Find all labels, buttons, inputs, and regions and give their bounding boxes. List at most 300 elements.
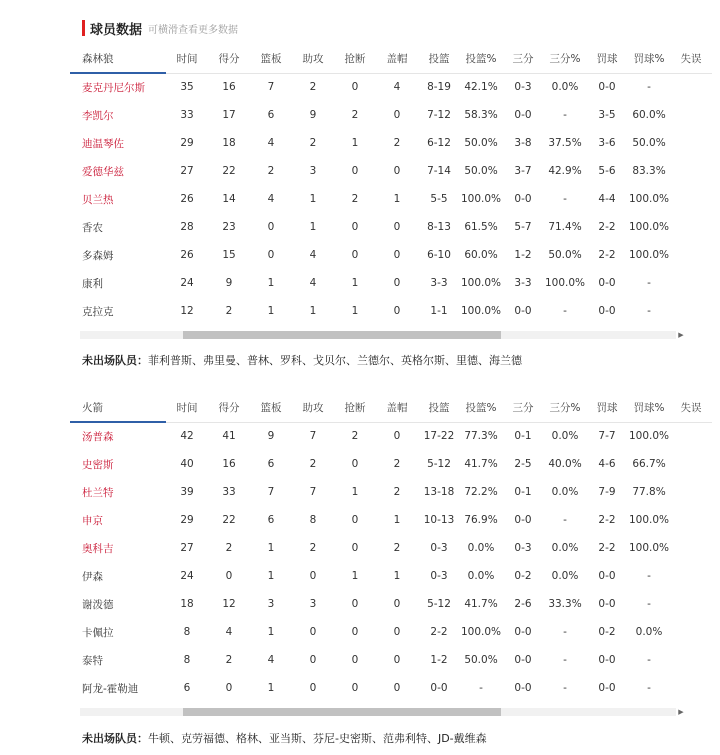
player-row [70, 534, 712, 562]
stat-rebounds: 4 [267, 654, 275, 666]
stat-assists: 1 [309, 221, 317, 233]
stat-points: 22 [222, 165, 236, 177]
stat-turnovers [670, 590, 712, 618]
stat-turnovers [670, 241, 712, 269]
stat-turnovers [670, 185, 712, 213]
column-header-fg[interactable]: 投篮 [418, 44, 460, 73]
stat-turnovers [670, 618, 712, 646]
stats-table-scroll-area[interactable] [70, 393, 702, 702]
player-name: 香农 [82, 221, 103, 234]
column-header-assists[interactable]: 助攻 [292, 393, 334, 422]
table-header-row [70, 393, 712, 422]
stat-blocks: 0 [393, 654, 401, 666]
scrollbar-thumb[interactable] [183, 331, 501, 339]
stat-assists: 2 [309, 542, 317, 554]
stat-fg: 1-1 [430, 305, 448, 317]
stat-fg-pct: 41.7% [464, 458, 498, 470]
player-row [70, 73, 712, 101]
column-header-rebounds[interactable]: 篮板 [250, 44, 292, 73]
team-stats-block-rockets [70, 393, 702, 719]
player-row [70, 478, 712, 506]
stat-steals: 1 [351, 277, 359, 289]
stat-rebounds: 0 [267, 221, 275, 233]
stat-fg: 0-0 [430, 682, 448, 694]
stat-points: 22 [222, 514, 236, 526]
horizontal-scrollbar[interactable] [70, 328, 686, 342]
section-accent-bar [82, 20, 85, 36]
stat-fg-pct: 50.0% [464, 165, 498, 177]
stat-ft-pct: 100.0% [628, 430, 670, 443]
stat-ft-pct: - [647, 654, 651, 666]
stat-minutes: 6 [183, 682, 191, 694]
stat-fg: 3-3 [430, 277, 448, 289]
player-row [70, 422, 712, 450]
stat-minutes: 29 [180, 137, 194, 149]
dnp-players: 牛顿、克劳福德、格林、亚当斯、芬尼-史密斯、范弗利特、JD-戴维森 [148, 732, 487, 745]
stat-three: 5-7 [514, 221, 532, 233]
stat-blocks: 2 [393, 486, 401, 498]
stat-three: 0-3 [514, 81, 532, 94]
stat-fg: 8-13 [427, 221, 451, 233]
stat-blocks: 0 [393, 249, 401, 261]
stat-steals: 0 [351, 626, 359, 638]
stat-rebounds: 1 [267, 542, 275, 554]
player-name[interactable]: 申京 [82, 514, 103, 527]
stat-turnovers [670, 562, 712, 590]
stat-blocks: 2 [393, 458, 401, 470]
stat-three-pct: 0.0% [551, 542, 579, 554]
stat-turnovers [670, 213, 712, 241]
team-name-header: 火箭 [70, 393, 166, 422]
stat-ft: 4-6 [598, 458, 616, 470]
stat-ft: 0-0 [598, 598, 616, 610]
stat-three-pct: 71.4% [548, 221, 582, 233]
player-row [70, 506, 712, 534]
stat-ft: 2-2 [598, 514, 616, 526]
stat-steals: 0 [351, 682, 359, 694]
stat-three-pct: - [563, 193, 567, 205]
stat-turnovers [670, 422, 712, 450]
stat-minutes: 27 [180, 542, 194, 554]
stat-assists: 2 [309, 137, 317, 149]
stat-ft-pct: 0.0% [635, 626, 663, 638]
stat-turnovers [670, 297, 712, 325]
player-row [70, 562, 712, 590]
stat-steals: 1 [351, 486, 359, 498]
horizontal-scrollbar[interactable] [70, 705, 686, 719]
stat-fg: 6-12 [427, 137, 451, 149]
stat-rebounds: 4 [267, 193, 275, 205]
player-row [70, 269, 712, 297]
stat-turnovers [670, 478, 712, 506]
stat-points: 0 [225, 682, 233, 694]
scroll-right-icon[interactable]: ▶ [678, 708, 684, 716]
stat-three-pct: - [563, 514, 567, 526]
stat-blocks: 0 [393, 626, 401, 638]
stat-fg: 5-12 [427, 458, 451, 470]
stat-assists: 1 [309, 305, 317, 317]
column-header-rebounds[interactable]: 篮板 [250, 393, 292, 422]
stat-fg-pct: 0.0% [467, 542, 495, 554]
player-row [70, 185, 712, 213]
stat-minutes: 12 [180, 305, 194, 317]
stat-minutes: 40 [180, 458, 194, 470]
stat-rebounds: 6 [267, 109, 275, 121]
stat-assists: 4 [309, 277, 317, 289]
stat-fg: 6-10 [427, 249, 451, 261]
stat-ft-pct: 83.3% [632, 165, 666, 177]
stat-blocks: 0 [393, 598, 401, 610]
stat-three: 0-0 [514, 626, 532, 638]
player-name: 阿龙-霍勒迪 [82, 682, 139, 695]
stat-minutes: 8 [183, 654, 191, 666]
stat-steals: 0 [351, 542, 359, 554]
stat-assists: 2 [309, 81, 317, 94]
stat-fg-pct: 58.3% [464, 109, 498, 121]
player-row [70, 450, 712, 478]
stat-three-pct: 50.0% [548, 249, 582, 261]
stat-blocks: 1 [393, 514, 401, 526]
stat-minutes: 26 [180, 249, 194, 261]
stat-ft: 4-4 [598, 193, 616, 205]
stat-ft-pct: 100.0% [628, 193, 670, 205]
column-header-three[interactable]: 三分 [502, 393, 544, 422]
column-header-three-pct[interactable]: 三分% [544, 393, 586, 422]
stat-three-pct: 37.5% [548, 137, 582, 149]
stat-three: 3-7 [514, 165, 532, 177]
stat-three: 0-0 [514, 193, 532, 205]
stat-minutes: 24 [180, 277, 194, 289]
stat-fg-pct: 100.0% [460, 193, 502, 205]
stat-turnovers [670, 157, 712, 185]
stat-steals: 0 [351, 81, 359, 94]
stat-three: 0-1 [514, 486, 532, 498]
stat-blocks: 0 [393, 109, 401, 121]
stat-fg-pct: 0.0% [467, 570, 495, 582]
stat-ft: 0-0 [598, 305, 616, 317]
dnp-label: 未出场队员： [82, 354, 148, 367]
stat-minutes: 29 [180, 514, 194, 526]
column-header-ft-pct[interactable]: 罚球% [628, 44, 670, 73]
stat-points: 18 [222, 137, 236, 149]
stat-turnovers [670, 73, 712, 101]
section-title: 球员数据 [90, 22, 143, 38]
stat-ft: 0-0 [598, 654, 616, 666]
stat-blocks: 0 [393, 165, 401, 177]
stat-points: 33 [222, 486, 236, 498]
stat-assists: 4 [309, 249, 317, 261]
stats-table [70, 44, 712, 325]
stat-assists: 0 [309, 654, 317, 666]
stat-steals: 0 [351, 221, 359, 233]
stat-three: 0-3 [514, 542, 532, 554]
stat-turnovers [670, 506, 712, 534]
stat-ft-pct: 50.0% [632, 137, 666, 149]
stat-rebounds: 1 [267, 277, 275, 289]
table-header-row [70, 44, 712, 73]
stat-rebounds: 1 [267, 305, 275, 317]
player-name: 谢泼德 [82, 598, 114, 611]
column-header-minutes[interactable]: 时间 [166, 393, 208, 422]
stat-steals: 0 [351, 165, 359, 177]
stat-minutes: 26 [180, 193, 194, 205]
stat-blocks: 4 [393, 81, 401, 94]
stat-ft-pct: - [647, 277, 651, 289]
stat-blocks: 1 [393, 193, 401, 205]
stat-points: 12 [222, 598, 236, 610]
player-name[interactable]: 汤普森 [82, 431, 114, 443]
stat-ft-pct: - [647, 81, 651, 94]
stat-assists: 3 [309, 165, 317, 177]
stat-fg-pct: 60.0% [464, 249, 498, 261]
stat-assists: 1 [309, 193, 317, 205]
column-header-turnovers[interactable]: 失误 [670, 44, 712, 73]
column-header-fg-pct[interactable]: 投篮% [460, 44, 502, 73]
stat-assists: 0 [309, 570, 317, 582]
stat-minutes: 8 [183, 626, 191, 638]
column-header-blocks[interactable]: 盖帽 [376, 44, 418, 73]
stat-three-pct: 42.9% [548, 165, 582, 177]
stat-blocks: 0 [393, 430, 401, 443]
dnp-label: 未出场队员： [82, 732, 148, 745]
team-stats-block-timberwolves [70, 44, 702, 342]
stat-steals: 0 [351, 514, 359, 526]
stats-table-scroll-area[interactable] [70, 44, 702, 325]
stat-turnovers [670, 450, 712, 478]
player-row [70, 241, 712, 269]
stat-three: 0-0 [514, 654, 532, 666]
stat-three-pct: 0.0% [551, 81, 579, 94]
stat-blocks: 1 [393, 570, 401, 582]
stat-ft: 7-7 [598, 430, 616, 443]
stat-points: 2 [225, 305, 233, 317]
stat-three-pct: 0.0% [551, 430, 579, 443]
stat-ft: 0-0 [598, 277, 616, 289]
stat-assists: 0 [309, 682, 317, 694]
stat-ft: 0-0 [598, 81, 616, 94]
did-not-play-rockets [82, 730, 487, 746]
column-header-three-pct[interactable]: 三分% [544, 44, 586, 73]
player-name: 克拉克 [82, 305, 114, 318]
column-header-assists[interactable]: 助攻 [292, 44, 334, 73]
player-name: 卡佩拉 [82, 626, 114, 639]
stat-fg: 2-2 [430, 626, 448, 638]
stat-fg: 0-3 [430, 570, 448, 582]
column-header-fg[interactable]: 投篮 [418, 393, 460, 422]
stat-assists: 2 [309, 458, 317, 470]
stat-rebounds: 2 [267, 165, 275, 177]
section-header [82, 18, 238, 38]
player-row [70, 101, 712, 129]
stat-rebounds: 1 [267, 682, 275, 694]
column-header-minutes[interactable]: 时间 [166, 44, 208, 73]
stat-rebounds: 3 [267, 598, 275, 610]
stat-fg: 10-13 [423, 514, 455, 526]
stat-ft-pct: - [647, 570, 651, 582]
stat-turnovers [670, 646, 712, 674]
stat-minutes: 24 [180, 570, 194, 582]
column-header-ft[interactable]: 罚球 [586, 44, 628, 73]
stat-ft: 2-2 [598, 542, 616, 554]
stat-steals: 0 [351, 598, 359, 610]
stats-table [70, 393, 712, 702]
player-name[interactable]: 迪温琴佐 [82, 137, 124, 150]
stat-minutes: 39 [180, 486, 194, 498]
stat-ft-pct: - [647, 598, 651, 610]
player-row [70, 646, 712, 674]
column-header-blocks[interactable]: 盖帽 [376, 393, 418, 422]
stat-ft-pct: - [647, 682, 651, 694]
stat-blocks: 2 [393, 137, 401, 149]
stat-fg-pct: - [479, 682, 483, 694]
stat-fg: 5-12 [427, 598, 451, 610]
stat-steals: 1 [351, 305, 359, 317]
stat-three-pct: 33.3% [548, 598, 582, 610]
stat-three: 1-2 [514, 249, 532, 261]
stat-three: 0-0 [514, 682, 532, 694]
stat-minutes: 18 [180, 598, 194, 610]
stat-three-pct: 100.0% [544, 277, 586, 289]
stat-points: 23 [222, 221, 236, 233]
player-name[interactable]: 贝兰热 [82, 193, 114, 206]
stat-fg-pct: 76.9% [464, 514, 498, 526]
stat-assists: 3 [309, 598, 317, 610]
stat-three: 3-8 [514, 137, 532, 149]
player-name[interactable]: 麦克丹尼尔斯 [82, 82, 145, 94]
stat-three: 3-3 [514, 277, 532, 289]
stat-blocks: 0 [393, 221, 401, 233]
stat-fg-pct: 100.0% [460, 277, 502, 289]
column-header-fg-pct[interactable]: 投篮% [460, 393, 502, 422]
stat-assists: 9 [309, 109, 317, 121]
column-header-steals[interactable]: 抢断 [334, 393, 376, 422]
player-name: 多森姆 [82, 249, 114, 262]
stat-fg-pct: 100.0% [460, 305, 502, 317]
player-name: 泰特 [82, 654, 103, 667]
stat-points: 17 [222, 109, 236, 121]
column-header-points[interactable]: 得分 [208, 44, 250, 73]
stat-fg-pct: 72.2% [464, 486, 498, 498]
stat-assists: 7 [309, 430, 317, 443]
stat-three: 2-5 [514, 458, 532, 470]
stat-rebounds: 1 [267, 626, 275, 638]
player-name[interactable]: 杜兰特 [82, 486, 114, 499]
stat-fg: 7-14 [427, 165, 451, 177]
stat-three-pct: - [563, 109, 567, 121]
stat-ft-pct: 60.0% [632, 109, 666, 121]
stat-minutes: 33 [180, 109, 194, 121]
stat-points: 41 [222, 430, 236, 443]
stat-rebounds: 9 [267, 430, 275, 443]
stat-rebounds: 7 [267, 81, 275, 94]
player-name[interactable]: 爱德华兹 [82, 165, 124, 178]
stat-assists: 0 [309, 626, 317, 638]
stat-fg: 8-19 [427, 81, 451, 94]
stat-minutes: 28 [180, 221, 194, 233]
column-header-points[interactable]: 得分 [208, 393, 250, 422]
player-name[interactable]: 李凯尔 [82, 109, 114, 122]
stat-assists: 7 [309, 486, 317, 498]
stat-three-pct: - [563, 626, 567, 638]
stat-steals: 2 [351, 430, 359, 443]
stat-turnovers [670, 101, 712, 129]
stat-ft-pct: 100.0% [628, 514, 670, 526]
stat-ft-pct: 100.0% [628, 542, 670, 554]
stat-three-pct: 0.0% [551, 486, 579, 498]
scroll-hint: 可横滑查看更多数据 [148, 24, 239, 36]
stat-fg-pct: 41.7% [464, 598, 498, 610]
stat-ft: 7-9 [598, 486, 616, 498]
stat-three: 2-6 [514, 598, 532, 610]
stat-steals: 1 [351, 570, 359, 582]
stat-fg-pct: 100.0% [460, 626, 502, 638]
stat-blocks: 0 [393, 277, 401, 289]
stat-points: 4 [225, 626, 233, 638]
stat-ft-pct: 100.0% [628, 221, 670, 233]
player-row [70, 674, 712, 702]
stat-ft: 3-5 [598, 109, 616, 121]
stat-ft-pct: 100.0% [628, 249, 670, 261]
stat-ft: 2-2 [598, 221, 616, 233]
stat-points: 0 [225, 570, 233, 582]
stat-fg: 1-2 [430, 654, 448, 666]
stat-turnovers [670, 534, 712, 562]
stat-assists: 8 [309, 514, 317, 526]
stat-ft: 2-2 [598, 249, 616, 261]
stat-rebounds: 1 [267, 570, 275, 582]
stat-rebounds: 0 [267, 249, 275, 261]
player-row [70, 157, 712, 185]
stat-points: 16 [222, 81, 236, 94]
stat-minutes: 42 [180, 430, 194, 443]
stat-rebounds: 7 [267, 486, 275, 498]
stat-three-pct: - [563, 654, 567, 666]
column-header-steals[interactable]: 抢断 [334, 44, 376, 73]
stat-minutes: 27 [180, 165, 194, 177]
stat-fg-pct: 61.5% [464, 221, 498, 233]
stat-ft: 3-6 [598, 137, 616, 149]
stat-blocks: 0 [393, 682, 401, 694]
stat-ft: 0-0 [598, 570, 616, 582]
stat-turnovers [670, 269, 712, 297]
column-header-ft[interactable]: 罚球 [586, 393, 628, 422]
stat-three-pct: - [563, 682, 567, 694]
stat-three: 0-2 [514, 570, 532, 582]
column-header-turnovers[interactable]: 失误 [670, 393, 712, 422]
scrollbar-thumb[interactable] [183, 708, 501, 716]
stat-ft: 0-2 [598, 626, 616, 638]
scroll-right-icon[interactable]: ▶ [678, 331, 684, 339]
stat-turnovers [670, 129, 712, 157]
stat-points: 16 [222, 458, 236, 470]
player-row [70, 213, 712, 241]
stat-blocks: 0 [393, 305, 401, 317]
stat-ft: 5-6 [598, 165, 616, 177]
stat-fg-pct: 50.0% [464, 137, 498, 149]
column-header-ft-pct[interactable]: 罚球% [628, 393, 670, 422]
stat-three-pct: - [563, 305, 567, 317]
stat-fg: 7-12 [427, 109, 451, 121]
player-name[interactable]: 奥科吉 [82, 542, 114, 555]
stat-three: 0-1 [514, 430, 532, 443]
stat-steals: 2 [351, 193, 359, 205]
stat-three: 0-0 [514, 109, 532, 121]
player-name[interactable]: 史密斯 [82, 458, 114, 471]
stat-rebounds: 4 [267, 137, 275, 149]
stat-fg: 5-5 [430, 193, 448, 205]
stat-steals: 0 [351, 458, 359, 470]
column-header-three[interactable]: 三分 [502, 44, 544, 73]
